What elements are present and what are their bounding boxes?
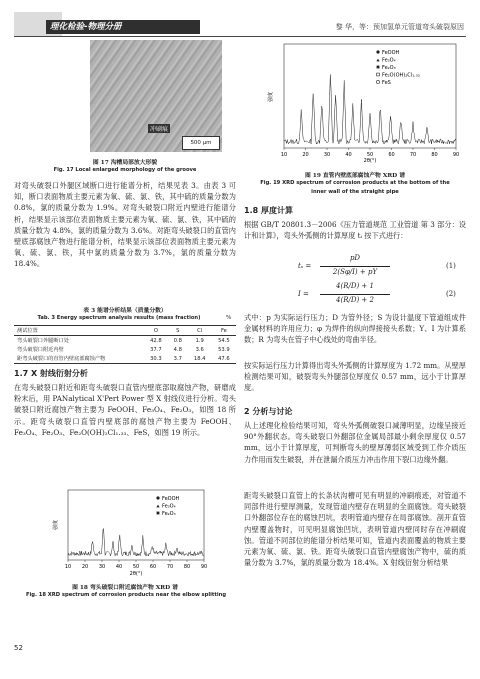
fig19-legend-item: Fe₃O₄ <box>382 57 396 64</box>
table-cell: 47.6 <box>218 355 230 362</box>
table3-caption-en: Tab. 3 Energy spectrum analysis results (mass fraction) <box>37 315 201 321</box>
x-tick-label: 60 <box>388 152 395 158</box>
x-tick-label: 30 <box>98 564 106 570</box>
eq2-denominator: 4(R/D) + 2 <box>336 296 374 304</box>
table3-header: Fe <box>220 327 227 334</box>
section-2-paragraph-1: 从上述理化检验结果可知，弯头外弧侧破裂口减薄明显，边缘呈接近 90°外翻状态。弯头破裂口外翻部位金属局部最小剩余厚度仅 0.57 mm，远小于计算厚度，可判断弯头的壁厚薄弱区域受到工作介质压力作用而发生破裂，并在泄漏介质压力冲击作用下裂口边缘外翻。 <box>244 421 466 464</box>
x-tick-label: 50 <box>132 564 140 570</box>
x-tick-label: 40 <box>345 152 352 158</box>
x-tick-label: 70 <box>409 152 417 158</box>
x-tick-label: 90 <box>452 152 460 158</box>
section-1-8-paragraph-3: 按实际运行压力计算得出弯头外弧侧的计算厚度为 1.72 mm。从壁厚检测结果可知，破裂弯头外腿部位厚度仅 0.57 mm，远小于计算厚度。 <box>244 361 466 393</box>
x-tick-label: 50 <box>366 152 374 158</box>
eq2-numerator: 4(R/D) + 1 <box>336 282 374 290</box>
table-cell: 0.8 <box>173 337 182 344</box>
legend-marker-fe2o3 <box>157 512 160 515</box>
eq2-number: (2) <box>446 290 456 298</box>
table-cell: 30.3 <box>150 355 162 362</box>
fig19-caption-cn: 图 19 直管内壁底部腐蚀产物 XRD 谱 <box>304 173 406 179</box>
legend-marker-fe3o4 <box>156 505 159 508</box>
fig17-scale-bar-box: 500 μm <box>182 136 220 150</box>
legend-marker-fes <box>376 80 379 83</box>
fig18-xlabel: 2θ(°) <box>129 571 143 577</box>
header-logo <box>46 20 200 34</box>
table-row <box>14 336 236 346</box>
table-cell: 1.9 <box>195 337 204 344</box>
fig19-trace <box>284 74 456 144</box>
legend-marker-fe2ooh2cl <box>377 73 380 76</box>
section-2-title: 2 分析与讨论 <box>244 407 293 416</box>
fig18-caption-cn: 图 18 弯头破裂口附近腐蚀产物 XRD 谱 <box>72 585 178 591</box>
equation-1 <box>250 254 466 282</box>
journal-name: 理化检验-物理分册 <box>50 22 122 32</box>
eq1-denominator: 2(Sφ/I) + pY <box>332 268 378 276</box>
fig19-ylabel: 强度 <box>268 91 274 102</box>
x-tick-label: 30 <box>323 152 331 158</box>
x-tick-label: 80 <box>183 564 191 570</box>
x-tick-label: 80 <box>431 152 438 158</box>
fig17-sem-image <box>90 40 222 152</box>
x-tick-label: 20 <box>302 152 309 158</box>
table3-header: S <box>176 327 180 334</box>
fig18-trace <box>68 529 204 557</box>
table-row <box>14 354 236 363</box>
table3-caption-cn: 表 3 能谱分析结果（质量分数） <box>83 308 167 314</box>
legend-marker-fe2o3 <box>377 66 380 69</box>
fig17-caption-cn: 图 17 沟槽局部放大形貌 <box>92 160 158 166</box>
table3-header: 测试位置 <box>17 328 38 334</box>
fig19-caption-en-line1: Fig. 19 XRD spectrum of corrosion products at the bottom of the <box>260 180 450 186</box>
table3-header: O <box>153 327 158 334</box>
table-cell: 距弯头破裂口的直管内壁底部腐蚀产物 <box>17 356 106 362</box>
x-tick-label: 10 <box>64 564 72 570</box>
section-1-7-paragraph: 在弯头破裂口附近和距弯头破裂口直管内壁底部取腐蚀产物，研磨成粉末后，用 PANalytical X'Pert Power 型 X 射线仪进行分析。弯头破裂口附近腐蚀产物主要为 FeOOH、Fe₃O₄、Fe₂O₃，如图 18 所示。距弯头破裂口直管内壁底部的腐蚀产物主要为 FeOOH、Fe₃O₄、Fe₂O₃、Fe₂O(OH)₂Cl₁.₃₃、FeS，如图 19 所示。 <box>14 383 236 437</box>
section-1-8-paragraph-1: 根据 GB/T 20801.3－2006《压力管道规范 工业管道 第 3 部分：设计和计算》，弯头外弧侧的计算厚度 tᵢ 按下式进行： <box>244 220 466 241</box>
fig19-plot-frame <box>284 44 456 148</box>
page-number: 52 <box>14 644 23 652</box>
fig19-legend-item: Fe₂O₃ <box>382 65 396 71</box>
section-1-8-paragraph-2: 式中：p 为实际运行压力；D 为管外径；S 为设计温度下管道组成件金属材料的许用应力；φ 为焊件的纵向焊接接头系数；Y、I 为计算系数；R 为弯头在管子中心线处的弯曲半径。 <box>244 313 466 345</box>
eq1-numerator: pD <box>349 254 361 262</box>
x-tick-label: 90 <box>200 564 208 570</box>
table-cell: 53.9 <box>218 346 230 353</box>
table-row <box>14 345 236 354</box>
table-cell: 18.4 <box>193 355 206 362</box>
fig17-caption-en: Fig. 17 Local enlarged morphology of the groove <box>53 167 197 173</box>
fig19-legend-item: FeS <box>382 80 391 86</box>
section-1-8-title: 1.8 厚度计算 <box>244 206 293 215</box>
fig19-legend-item: Fe₂O(OH)₂Cl₁.₃₃ <box>382 72 420 79</box>
fig19-xlabel: 2θ(°) <box>363 158 377 164</box>
eq2-fraction-bar <box>320 294 390 295</box>
equation-2 <box>250 282 466 310</box>
table-cell: 3.6 <box>195 346 204 353</box>
running-title: 黎 华，等：预加氢单元管道弯头破裂原因 <box>335 23 464 31</box>
fig18-plot-frame <box>68 490 204 560</box>
table-cell: 54.5 <box>218 337 230 344</box>
fig19-caption-en-line2: inner wall of the straight pipe <box>311 189 399 195</box>
eq2-lhs: I = <box>298 290 309 298</box>
fig17-scale-label: 冲刷痕 <box>150 126 169 133</box>
eq1-fraction-bar <box>320 266 390 267</box>
fig18-caption-en: Fig. 18 XRD spectrum of corrosion products near the elbow splitting <box>25 592 227 598</box>
table-cell: 弯头破裂口附近内壁 <box>17 347 64 353</box>
legend-marker-feooh <box>376 50 379 53</box>
x-tick-label: 60 <box>149 564 157 570</box>
table3-header: Cl <box>197 327 203 334</box>
fig18-legend-item: FeOOH <box>162 496 180 502</box>
table-cell: 4.8 <box>173 346 182 353</box>
table3-header-row <box>14 326 236 336</box>
fig18-ylabel: 强度 <box>53 519 59 530</box>
legend-marker-feooh <box>156 496 159 499</box>
x-tick-label: 40 <box>115 564 123 570</box>
fig18-legend-item: Fe₃O₄ <box>162 503 176 510</box>
fig19-legend <box>376 50 419 86</box>
fig19-legend-item: FeOOH <box>382 50 400 56</box>
section-2-paragraph-2: 距弯头破裂口直管上的长条状沟槽可见有明显的冲刷痕迹，对管道不同部件进行壁厚测量，发现管道内壁存在明显的全面腐蚀。弯头破裂口外翻部位存在的腐蚀凹坑，表明管道内壁存在局部腐蚀。剖开直管内壁覆盖物时，可见明显腐蚀凹坑，表明管道内壁同时存在冲刷腐蚀。管道不同部位的能谱分析结果可知，管道内表面覆盖的物质主要元素为氧、硫、氯、铁。距弯头破裂口直管内壁腐蚀产物中，硫的质量分数为 3.7%，氯的质量分数为 18.4%。X 射线衍射分析结果 <box>244 491 466 568</box>
x-tick-label: 70 <box>166 564 174 570</box>
fig18-xrd-chart <box>48 486 208 578</box>
x-tick-label: 10 <box>280 152 288 158</box>
table3-unit: % <box>226 315 232 321</box>
section-1-7-title: 1.7 X 射线衍射分析 <box>14 369 88 378</box>
header-rule <box>14 36 466 37</box>
table-cell: 弯头破裂口外腿断口处 <box>17 338 69 344</box>
table-cell: 3.7 <box>173 355 182 362</box>
x-tick-label: 20 <box>81 564 89 570</box>
legend-marker-fe3o4 <box>376 59 379 62</box>
eq1-lhs: tₛ = <box>298 262 312 270</box>
left-paragraph-1: 对弯头破裂口外腿区域断口进行能谱分析，结果见表 3。由表 3 可知，断口表面物质主要元素为氧、硫、氯、铁，其中硫的质量分数为 0.8%，氯的质量分数为 1.9%。对弯头破裂口附近内壁进行能谱分析，结果显示该部位表面物质主要元素为氧、硫、氯、铁，其中硫的质量分数为 4.8%，氯的质量分数为 3.6%。对距弯头破裂口的直管内壁底部腐蚀产物进行能谱分析，结果显示该部位表面物质主要元素为氧、硫、氯、铁，其中氯的质量分数为 3.7%，氯的质量分数为 18.4%。 <box>14 181 236 269</box>
table3 <box>14 325 236 364</box>
table-cell: 37.7 <box>150 346 162 353</box>
fig19-xrd-chart <box>262 40 462 164</box>
table-cell: 42.8 <box>150 337 162 344</box>
eq1-number: (1) <box>446 262 456 270</box>
fig18-legend <box>156 496 179 517</box>
fig18-legend-item: Fe₂O₃ <box>162 511 176 517</box>
